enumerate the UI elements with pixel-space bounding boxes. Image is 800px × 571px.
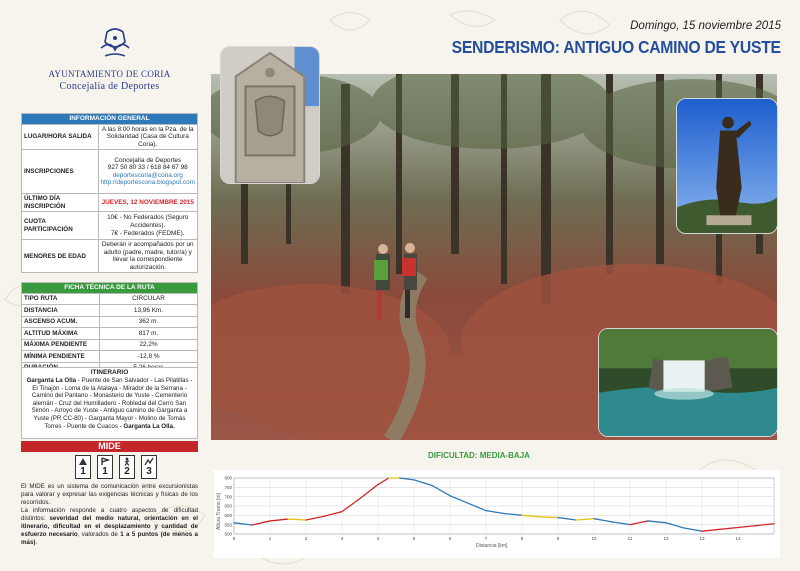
x-tick-label: 0: [232, 536, 236, 541]
waterfall-photo: [598, 328, 778, 437]
x-tick-label: 6: [448, 536, 452, 541]
elevation-profile-chart: [214, 470, 780, 558]
x-tick-label: 5: [412, 536, 416, 541]
mide-p2b: severidad del medio natural, orientación en el itinerario, dificultad en el desplazamiento y cantidad de esfuerzo necesario: [21, 515, 198, 539]
general-info-header: INFORMACIÓN GENERAL: [22, 114, 198, 125]
cuota-value: [98, 212, 198, 240]
x-tick-label: 10: [591, 536, 597, 541]
ficha-value: -12,8 %: [100, 351, 198, 363]
ultimo-value: JUEVES, 12 NOVIEMBRE 2015: [98, 194, 198, 212]
menores-value: Deberán ir acompañados por un adulto (padre, madre, tutor/a) y llevar la correspondiente autorización.: [98, 240, 198, 273]
ficha-value: CIRCULAR: [100, 293, 198, 305]
x-tick-label: 7: [484, 536, 488, 541]
mide-p2e: .: [35, 539, 38, 547]
mide-score: 1: [80, 466, 86, 477]
coria-crest-icon: [95, 24, 135, 64]
ficha-label: ASCENSO ACUM.: [22, 316, 100, 328]
ficha-value: 817 m.: [100, 328, 198, 340]
mide-score: 2: [124, 466, 130, 477]
ficha-value: 362 m.: [100, 316, 198, 328]
inscripciones-value: [98, 150, 198, 194]
ficha-value: 13,96 Km.: [100, 305, 198, 317]
mide-p2c: , valorados de: [77, 531, 121, 539]
x-tick-label: 1: [268, 536, 272, 541]
lugar-value: A las 8:00 horas en la Pza. de la Solidaridad (Casa de Cultura Coria).: [98, 124, 198, 150]
medio-icon: [75, 455, 91, 479]
mide-score: 3: [146, 466, 152, 477]
cuota-line1: 10€ - No Federados (Seguro Accidentes).: [107, 214, 189, 230]
elevation-segment: [540, 517, 558, 518]
y-tick-label: 600: [224, 512, 232, 518]
cuota-line2: 7€ - Federados (FEDME).: [110, 229, 185, 237]
inscripciones-label: INSCRIPCIONES: [22, 150, 99, 194]
insc-email-link[interactable]: deportescoria@coria.org: [112, 171, 183, 179]
y-tick-label: 800: [224, 475, 232, 481]
cuota-label: CUOTA PARTICIPACIÓN: [22, 212, 99, 240]
itinerario-text: [26, 377, 193, 430]
ficha-label: MÍNIMA PENDIENTE: [22, 351, 100, 363]
y-tick-label: 700: [224, 494, 232, 500]
monument-photo: [220, 46, 320, 184]
org-department: Concejalía de Deportes: [59, 81, 160, 92]
mide-p2d: 1 a 5 puntos (de menos a más): [21, 531, 198, 547]
y-tick-label: 650: [224, 503, 232, 509]
general-info-table: [21, 113, 198, 273]
y-tick-label: 550: [224, 522, 232, 528]
x-tick-label: 12: [663, 536, 669, 541]
ficha-tecnica-table: [21, 282, 198, 374]
itinerario-start: Garganta La Olla: [26, 376, 77, 384]
mide-p2: [21, 507, 198, 547]
itinerario-title: ITINERARIO: [90, 369, 129, 376]
y-tick-label: 500: [224, 531, 232, 537]
page-title: SENDERISMO: ANTIGUO CAMINO DE YUSTE: [451, 37, 781, 57]
insc-line1: Concejalía de Deportes: [114, 156, 182, 164]
ficha-label: MÁXIMA PENDIENTE: [22, 339, 100, 351]
x-tick-label: 13: [699, 536, 705, 541]
x-tick-label: 4: [376, 536, 380, 541]
event-date: Domingo, 15 noviembre 2015: [630, 20, 781, 32]
mide-score: 1: [102, 466, 108, 477]
chart-xlabel: Distancia [km]: [476, 543, 508, 549]
x-tick-label: 14: [735, 536, 741, 541]
difficulty-label: DIFICULTAD: MEDIA-BAJA: [428, 451, 530, 460]
ficha-label: ALTITUD MÁXIMA: [22, 328, 100, 340]
ficha-label: TIPO RUTA: [22, 293, 100, 305]
insc-web-link[interactable]: http://deportescoria.blogspot.com: [100, 179, 195, 187]
x-tick-label: 3: [340, 536, 344, 541]
itinerario-end: Garganta La Olla.: [123, 422, 175, 430]
desplazamiento-icon: [119, 455, 135, 479]
mide-icons: [75, 455, 157, 479]
menores-label: MENORES DE EDAD: [22, 240, 99, 273]
statue-photo: [676, 98, 778, 234]
lugar-label: LUGAR/HORA SALIDA: [22, 124, 99, 150]
esfuerzo-icon: [141, 455, 157, 479]
ficha-label: DISTANCIA: [22, 305, 100, 317]
sidebar: [21, 0, 198, 571]
ficha-value: 22,2%: [100, 339, 198, 351]
mide-header: MIDE: [21, 441, 198, 452]
x-tick-label: 9: [556, 536, 560, 541]
x-tick-label: 8: [520, 536, 524, 541]
ficha-header: FICHA TÉCNICA DE LA RUTA: [22, 283, 198, 294]
mide-description: [21, 483, 198, 548]
insc-phone: 927 50 80 33 / 618 84 67 98: [107, 164, 188, 172]
itinerario-body: - Puente de San Salvador - Las Pilatillas - El Tinajón - Loma de la Atalaya - Mirador de la Serrana - Camino del Pantano - Monasterio de Yuste - Cementerio alemán - Cruz del Humilladero - Robledal del Cerro San Simón - Arroyo de Yuste - Antiguo camino de Garganta a Yuste (PR CC-80) - Garganta Mayor - Molino de Tomás Torres - Puente de Cuacos -: [31, 376, 193, 430]
chart-ylabel: Altura Tramo [m]: [216, 493, 222, 530]
itinerario-icon: [97, 455, 113, 479]
itinerario-box: [21, 367, 198, 439]
org-name: AYUNTAMIENTO DE CORIA: [48, 69, 171, 79]
x-tick-label: 2: [304, 536, 308, 541]
x-tick-label: 11: [627, 536, 633, 541]
ultimo-label: ÚLTIMO DÍA INSCRIPCIÓN: [22, 194, 99, 212]
mide-p2a: La información responde a cuatro aspectos de dificultad distintos:: [21, 507, 198, 523]
mide-p1: El MIDE es un sistema de comunicación entre excursionistas para valorar y expresar las exigencias técnicas y físicas de los recorridos.: [21, 483, 198, 507]
y-tick-label: 750: [224, 484, 232, 490]
